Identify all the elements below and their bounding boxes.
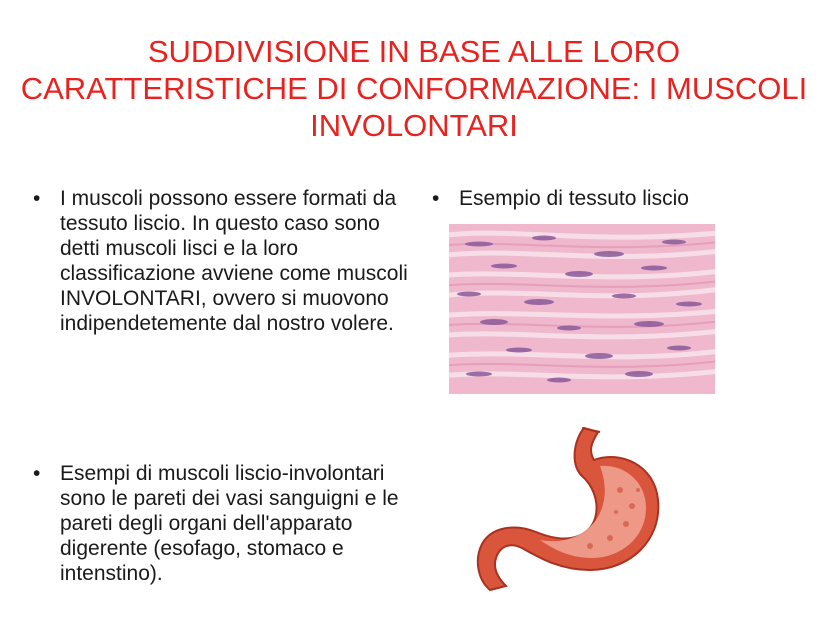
- bullet-dot: •: [432, 187, 440, 210]
- stomach-illustration: [470, 420, 670, 600]
- slide-title: SUDDIVISIONE IN BASE ALLE LORO CARATTERISTICHE DI CONFORMAZIONE: I MUSCOLI INVOLONTARI: [20, 33, 808, 143]
- bullet-dot: •: [33, 187, 41, 210]
- bullet-text: Esempi di muscoli liscio-involontari sono le pareti dei vasi sanguigni e le pareti degli organi dell'apparato digerente (esofago, stomaco e intenstino).: [60, 462, 399, 585]
- bullet-dot: •: [33, 462, 41, 485]
- bullet-smooth-muscle-examples: [33, 461, 408, 586]
- bullet-tissue-example: [432, 186, 732, 211]
- bullet-smooth-muscle-definition: [33, 186, 408, 336]
- smooth-muscle-tissue-image: [449, 224, 715, 394]
- bullet-text: I muscoli possono essere formati da tessuto liscio. In questo caso sono detti muscoli lisci e la loro classificazione avviene come muscoli INVOLONTARI, ovvero si muovono indipendetemente dal nostro volere.: [60, 187, 408, 335]
- bullet-text: Esempio di tessuto liscio: [459, 187, 689, 210]
